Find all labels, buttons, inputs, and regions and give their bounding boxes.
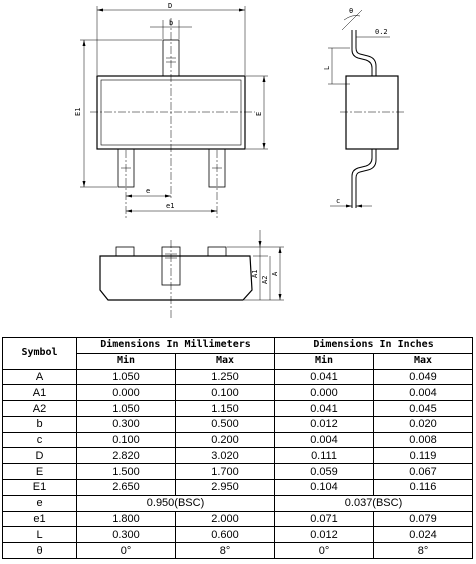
symbol-cell: e: [3, 495, 77, 511]
table-row: [3, 464, 473, 480]
symbol-header: Symbol: [3, 338, 77, 370]
table-row: [3, 385, 473, 401]
dim-label-A1: A1: [251, 269, 259, 278]
in-max-cell: 0.020: [374, 416, 473, 432]
mm-min-cell: 0.300: [77, 416, 176, 432]
dim-label-E1: E1: [74, 107, 82, 116]
symbol-cell: E: [3, 464, 77, 480]
table-row: [3, 511, 473, 527]
mm-max-cell: 2.000: [176, 511, 275, 527]
dim-label-e1: e1: [166, 202, 175, 210]
mm-max-cell: 0.200: [176, 432, 275, 448]
mm-max-cell: 1.150: [176, 401, 275, 417]
symbol-cell: D: [3, 448, 77, 464]
symbol-cell: A1: [3, 385, 77, 401]
mm-max-cell: 0.600: [176, 527, 275, 543]
table-row: [3, 543, 473, 559]
mm-min-cell: 1.050: [77, 369, 176, 385]
table-row: [3, 416, 473, 432]
in-max-cell: 0.004: [374, 385, 473, 401]
symbol-cell: θ: [3, 543, 77, 559]
dim-label-E: E: [255, 111, 263, 116]
in-min-cell: 0.059: [275, 464, 374, 480]
in-min-cell: 0°: [275, 543, 374, 559]
dimension-table: [2, 337, 473, 559]
mm-max-cell: 2.950: [176, 480, 275, 496]
inch-header: Dimensions In Inches: [275, 338, 473, 354]
symbol-cell: e1: [3, 511, 77, 527]
in-min-cell: 0.012: [275, 527, 374, 543]
in-min-cell: 0.104: [275, 480, 374, 496]
table-row: [3, 495, 473, 511]
in-max-header: Max: [374, 353, 473, 369]
mm-min-header: Min: [77, 353, 176, 369]
mm-max-cell: 8°: [176, 543, 275, 559]
dim-label-A2: A2: [261, 275, 269, 284]
mm-max-cell: 0.500: [176, 416, 275, 432]
mm-min-cell: 1.050: [77, 401, 176, 417]
mm-max-cell: 3.020: [176, 448, 275, 464]
in-min-cell: 0.111: [275, 448, 374, 464]
mm-max-cell: 1.250: [176, 369, 275, 385]
symbol-cell: A: [3, 369, 77, 385]
in-max-cell: 0.079: [374, 511, 473, 527]
dim-label-theta: θ: [349, 7, 354, 15]
mm-min-cell: 0.100: [77, 432, 176, 448]
symbol-cell: c: [3, 432, 77, 448]
mm-min-cell: 2.820: [77, 448, 176, 464]
in-min-cell: 0.041: [275, 369, 374, 385]
table-row: [3, 448, 473, 464]
dim-label-c: c: [336, 197, 341, 205]
in-max-cell: 0.116: [374, 480, 473, 496]
dim-label-D: D: [168, 2, 173, 10]
mm-min-cell: 1.800: [77, 511, 176, 527]
table-row: [3, 401, 473, 417]
in-min-cell: 0.000: [275, 385, 374, 401]
in-min-cell: 0.071: [275, 511, 374, 527]
mm-bsc-cell: 0.950(BSC): [77, 495, 275, 511]
mm-min-cell: 0.300: [77, 527, 176, 543]
dim-label-b: b: [169, 19, 174, 27]
in-min-cell: 0.041: [275, 401, 374, 417]
side-view: [328, 10, 404, 208]
top-view: [80, 6, 268, 218]
in-min-cell: 0.004: [275, 432, 374, 448]
in-max-cell: 8°: [374, 543, 473, 559]
table-row: [3, 527, 473, 543]
in-min-header: Min: [275, 353, 374, 369]
mm-max-cell: 1.700: [176, 464, 275, 480]
mm-min-cell: 0.000: [77, 385, 176, 401]
table-header-row: [3, 338, 473, 354]
in-max-cell: 0.049: [374, 369, 473, 385]
table-row: [3, 369, 473, 385]
symbol-cell: L: [3, 527, 77, 543]
dim-label-L: L: [323, 65, 331, 70]
in-max-cell: 0.008: [374, 432, 473, 448]
dim-label-e: e: [146, 187, 151, 195]
dim-label-0-2: 0.2: [375, 28, 388, 36]
symbol-cell: b: [3, 416, 77, 432]
mm-min-cell: 0°: [77, 543, 176, 559]
symbol-cell: A2: [3, 401, 77, 417]
table-row: [3, 432, 473, 448]
mm-min-cell: 1.500: [77, 464, 176, 480]
mm-min-cell: 2.650: [77, 480, 176, 496]
mm-header: Dimensions In Millimeters: [77, 338, 275, 354]
in-max-cell: 0.024: [374, 527, 473, 543]
dim-label-A: A: [271, 271, 279, 276]
table-row: [3, 480, 473, 496]
symbol-cell: E1: [3, 480, 77, 496]
in-max-cell: 0.067: [374, 464, 473, 480]
mm-max-header: Max: [176, 353, 275, 369]
mm-max-cell: 0.100: [176, 385, 275, 401]
in-max-cell: 0.045: [374, 401, 473, 417]
in-bsc-cell: 0.037(BSC): [275, 495, 473, 511]
in-max-cell: 0.119: [374, 448, 473, 464]
in-min-cell: 0.012: [275, 416, 374, 432]
